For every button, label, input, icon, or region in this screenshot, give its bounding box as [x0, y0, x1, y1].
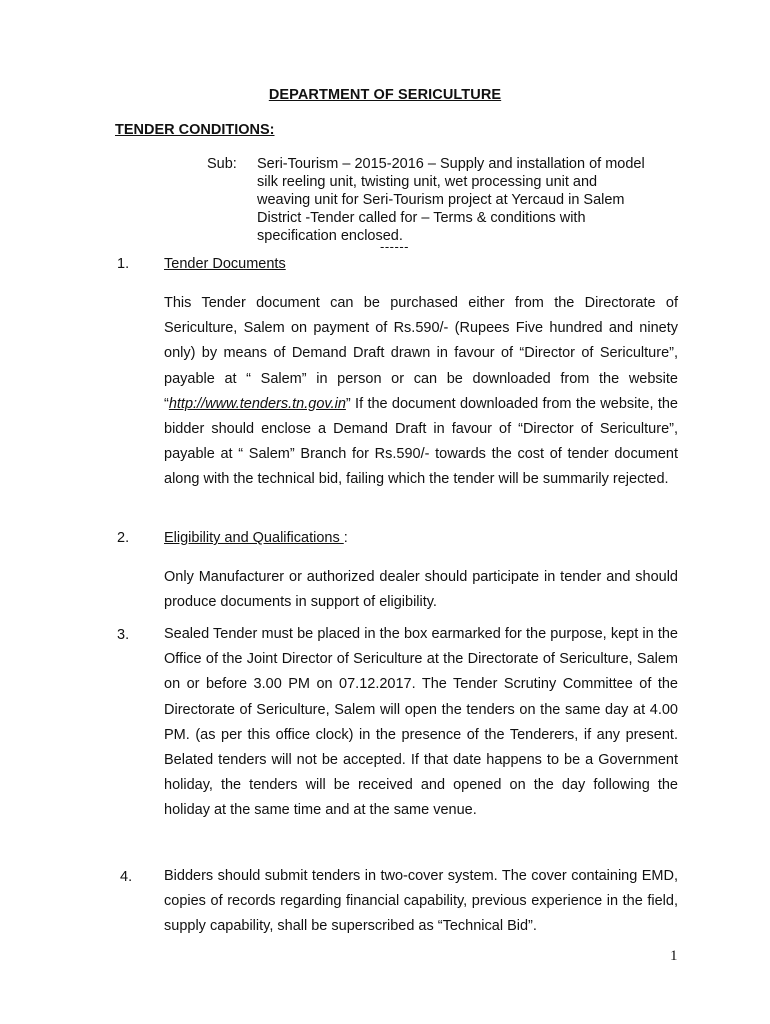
section-number: 3.: [117, 627, 130, 643]
section-number: 4.: [120, 869, 133, 885]
subject-line: weaving unit for Seri-Tourism project at Yercaud in Salem: [257, 192, 625, 208]
department-title: DEPARTMENT OF SERICULTURE: [268, 87, 502, 103]
page-number: 1: [670, 948, 678, 964]
subject-line: Seri-Tourism – 2015-2016 – Supply and installation of model: [257, 156, 645, 172]
section-heading: [164, 530, 348, 546]
section-paragraph: Sealed Tender must be placed in the box earmarked for the purpose, kept in the Office of the Joint Director of Sericulture at the Directorate of Sericulture, Salem on or before 3.00 PM on 07.12.2017. The Tender Scrutiny Committee of the Directorate of Sericulture, Salem will open the tenders on the same day at 4.00 PM. (as per this office clock) in the presence of the Tenderers, if any present. Belated tenders will not be accepted. If that date happens to be a Government holiday, the tenders will be received and opened on the day following the holiday at the same time and at the same venue.: [164, 626, 678, 819]
section-paragraph: [164, 291, 678, 493]
tender-conditions-heading: TENDER CONDITIONS:: [115, 122, 275, 138]
paragraph-text: ” If the document downloaded from the website, the bidder should enclose a Demand Draft in favour of “Director of Sericulture”, payable at “ Salem” Branch for Rs.590/- towards the cost of tender document along with the technical bid, failing which the tender will be summarily rejected.: [164, 395, 678, 488]
subject-line: silk reeling unit, twisting unit, wet processing unit and: [257, 174, 598, 190]
subject-label: Sub:: [207, 156, 237, 172]
tenders-website-link[interactable]: http://www.tenders.tn.gov.in: [168, 395, 346, 412]
section-number: 1.: [117, 256, 130, 272]
subject-text: [257, 155, 697, 245]
paragraph-text: This Tender document can be purchased either from the Directorate of Sericulture, Salem on payment of Rs.590/- (Rupees Five hundred and ninety only) by means of Demand Draft drawn in favour of “Director of Sericulture”, payable at “ Salem” in person or can be downloaded from the website “: [164, 295, 678, 412]
section-number: 2.: [117, 530, 130, 546]
section-heading-suffix: :: [343, 530, 348, 546]
subject-line: specification enclosed.: [257, 228, 403, 244]
section-paragraph: Bidders should submit tenders in two-cover system. The cover containing EMD, copies of records regarding financial capability, previous experience in the field, supply capability, shall be superscribed as “Technical Bid”.: [164, 868, 678, 935]
section-heading: [164, 256, 286, 272]
subject-line: District -Tender called for – Terms & conditions with: [257, 210, 586, 226]
section-paragraph: Only Manufacturer or authorized dealer should participate in tender and should produce documents in support of eligibility.: [164, 569, 678, 611]
section-heading-text: Eligibility and Qualifications: [164, 530, 344, 546]
subject-separator: ------: [380, 239, 409, 254]
section-heading-text: Tender Documents: [164, 256, 286, 272]
